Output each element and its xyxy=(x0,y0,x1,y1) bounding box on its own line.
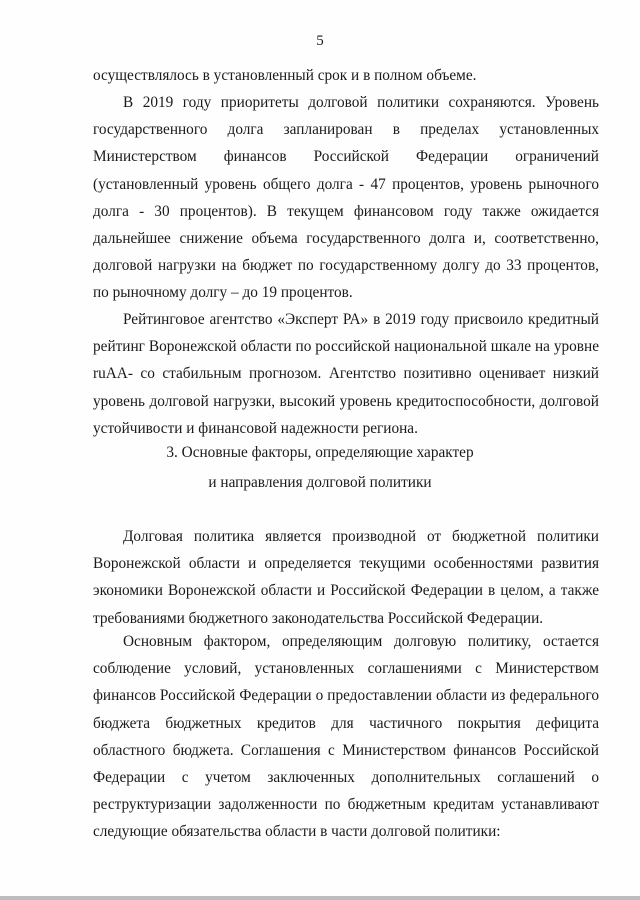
text-line: Федерации с учетом заключенных дополнительных соглашений о xyxy=(93,769,599,787)
scan-edge-divider xyxy=(0,896,640,900)
text-line: следующие обязательства области в части долговой политики: xyxy=(93,823,501,841)
section-heading xyxy=(0,438,640,498)
text-line: дальнейшее снижение объема государственного долга и, соответственно, xyxy=(93,230,599,248)
text-line: долга - 30 процентов). В текущем финансовом году также ожидается xyxy=(93,202,599,220)
text-line: устойчивости и финансовой надежности региона. xyxy=(93,419,418,437)
text-line: уровень долговой нагрузки, высокий уровень кредитоспособности, долговой xyxy=(93,392,599,410)
page-number: 5 xyxy=(316,33,324,49)
paragraph-credit-rating xyxy=(93,306,599,442)
text-line: требованиями бюджетного законодательства Российской Федерации. xyxy=(93,609,544,627)
text-line: государственного долга запланирован в пределах установленных xyxy=(93,121,599,139)
text-line: Рейтинговое агентство «Эксперт РА» в 2019 году присвоило кредитный xyxy=(123,311,599,328)
paragraph-main-factor xyxy=(93,628,599,846)
text-line: ruAA- со стабильным прогнозом. Агентство позитивно оценивает низкий xyxy=(93,365,599,383)
text-line: осуществлялось в установленный срок и в полном объеме. xyxy=(93,67,477,84)
section-heading-line-2: и направления долговой политики xyxy=(208,474,432,491)
text-line: финансов Российской Федерации о предоставлении области из федерального xyxy=(93,687,599,705)
text-line: Воронежской области и определяется текущими особенностями развития xyxy=(93,555,599,573)
text-line: экономики Воронежской области и Российской Федерации в целом, а также xyxy=(93,582,599,600)
section-heading-line-1: 3. Основные факторы, определяющие характер xyxy=(166,444,474,461)
text-line: бюджета бюджетных кредитов для частичного покрытия дефицита xyxy=(93,714,599,732)
paragraph-debt-policy-derivative xyxy=(93,523,599,632)
text-line: Основным фактором, определяющим долговую политику, остается xyxy=(123,633,599,650)
text-line: Долговая политика является производной от бюджетной политики xyxy=(123,528,599,545)
text-line: (установленный уровень общего долга - 47 процентов, уровень рыночного xyxy=(93,175,599,193)
text-line: соблюдение условий, установленных соглашениями с Министерством xyxy=(93,660,599,678)
text-line: по рыночному долгу – до 19 процентов. xyxy=(93,284,353,302)
text-line: Министерством финансов Российской Федерации ограничений xyxy=(93,148,599,166)
text-line: реструктуризации задолженности по бюджетным кредитам устанавливают xyxy=(93,796,599,814)
text-line: областного бюджета. Соглашения с Министерством финансов Российской xyxy=(93,741,599,759)
paragraph-debt-priorities xyxy=(93,89,599,307)
text-line: долговой нагрузки на бюджет по государственному долгу до 33 процентов, xyxy=(93,257,599,275)
text-line: В 2019 году приоритеты долговой политики сохраняются. Уровень xyxy=(123,94,599,111)
text-line: рейтинг Воронежской области по российской национальной шкале на уровне xyxy=(93,338,599,356)
paragraph-continuation xyxy=(93,62,599,89)
